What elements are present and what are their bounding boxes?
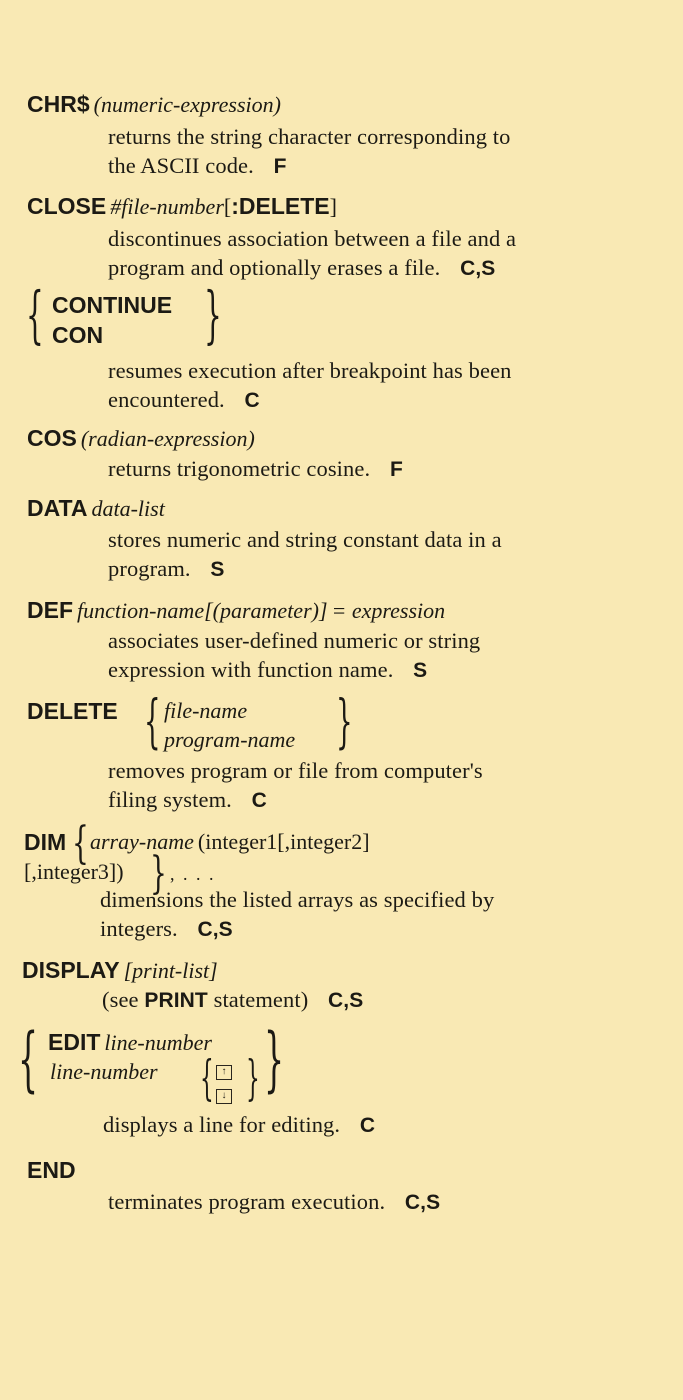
up-arrow-key-icon: ↑ xyxy=(216,1065,232,1080)
codes-data: S xyxy=(210,558,225,581)
keyword-chrs: CHR$ xyxy=(27,91,90,117)
codes-delete: C xyxy=(251,789,267,812)
keyword-continue: CONTINUE xyxy=(52,292,173,318)
keyword-edit: EDIT xyxy=(48,1029,101,1055)
syntax-edit-2: line-number xyxy=(50,1059,158,1084)
syntax-dim-a: array-name xyxy=(90,829,194,854)
syntax-display: [print-list] xyxy=(123,958,218,983)
right-brace-icon: } xyxy=(336,687,353,755)
codes-dim: C,S xyxy=(197,918,233,941)
syntax-def-c: = expression xyxy=(331,598,446,623)
bracket-close: ] xyxy=(329,194,337,219)
down-arrow-key-icon: ↓ xyxy=(216,1089,232,1104)
left-brace-icon: { xyxy=(144,687,161,755)
desc-display-kw: PRINT xyxy=(144,989,208,1012)
codes-display: C,S xyxy=(328,989,364,1012)
desc-data-2: program. xyxy=(108,556,191,581)
keyword-close: CLOSE xyxy=(27,193,107,219)
syntax-def-b: [(parameter)] xyxy=(204,598,328,623)
codes-close: C,S xyxy=(460,257,496,280)
codes-continue: C xyxy=(244,389,260,412)
left-brace-icon: { xyxy=(200,1050,214,1106)
codes-cos: F xyxy=(389,458,403,481)
syntax-close: #file-number xyxy=(110,194,224,219)
right-brace-icon: } xyxy=(264,1018,285,1100)
keyword-con: CON xyxy=(52,322,104,348)
keyword-dim: DIM xyxy=(24,829,67,855)
syntax-cos: (radian-expression) xyxy=(80,426,255,451)
keyword-def: DEF xyxy=(27,597,73,623)
right-brace-icon: } xyxy=(246,1050,260,1106)
desc-edit-1: displays a line for editing. xyxy=(103,1112,341,1137)
syntax-dim-d: , . . . xyxy=(170,864,216,884)
desc-close-2: program and optionally erases a file. xyxy=(108,255,441,280)
syntax-data: data-list xyxy=(91,496,165,521)
left-brace-icon: { xyxy=(72,818,89,869)
desc-cos-1: returns trigonometric cosine. xyxy=(108,456,371,481)
desc-display-post: statement) xyxy=(213,987,309,1012)
syntax-edit-1: line-number xyxy=(104,1030,212,1055)
keyword-end: END xyxy=(27,1157,76,1183)
codes-def: S xyxy=(413,659,428,682)
syntax-dim-c: [,integer3]) xyxy=(24,859,124,884)
option-delete: :DELETE xyxy=(231,193,330,219)
keyword-data: DATA xyxy=(27,495,88,521)
desc-delete-1: removes program or file from computer's xyxy=(108,758,483,783)
syntax-def-a: function-name xyxy=(77,598,205,623)
option-program-name: program-name xyxy=(164,727,296,752)
desc-def-2: expression with function name. xyxy=(108,657,394,682)
desc-continue-1: resumes execution after breakpoint has been xyxy=(108,358,512,383)
desc-def-1: associates user-defined numeric or string xyxy=(108,628,481,653)
right-brace-icon: } xyxy=(150,848,167,899)
desc-dim-2: integers. xyxy=(100,916,178,941)
option-file-name: file-name xyxy=(164,698,248,723)
left-brace-icon: { xyxy=(18,1018,39,1100)
desc-continue-2: encountered. xyxy=(108,387,225,412)
desc-data-1: stores numeric and string constant data in a xyxy=(108,527,502,552)
desc-dim-1: dimensions the listed arrays as specified by xyxy=(100,887,495,912)
codes-chrs: F xyxy=(273,155,287,178)
desc-end-1: terminates program execution. xyxy=(108,1189,386,1214)
keyword-delete: DELETE xyxy=(27,698,118,724)
codes-end: C,S xyxy=(404,1191,441,1214)
desc-delete-2: filing system. xyxy=(108,787,232,812)
desc-chrs-2: the ASCII code. xyxy=(108,153,254,178)
desc-chrs-1: returns the string character corresponding to xyxy=(108,124,511,149)
right-brace-icon: } xyxy=(204,278,222,351)
left-brace-icon: { xyxy=(26,278,44,351)
keyword-cos: COS xyxy=(27,425,77,451)
desc-close-1: discontinues association between a file and a xyxy=(108,226,517,251)
syntax-chrs: (numeric-expression) xyxy=(93,92,281,117)
keyword-display: DISPLAY xyxy=(22,957,120,983)
bracket-open: [ xyxy=(223,194,232,219)
syntax-dim-b: (integer1[,integer2] xyxy=(197,829,370,854)
desc-display-pre: (see xyxy=(102,987,139,1012)
codes-edit: C xyxy=(359,1114,376,1137)
